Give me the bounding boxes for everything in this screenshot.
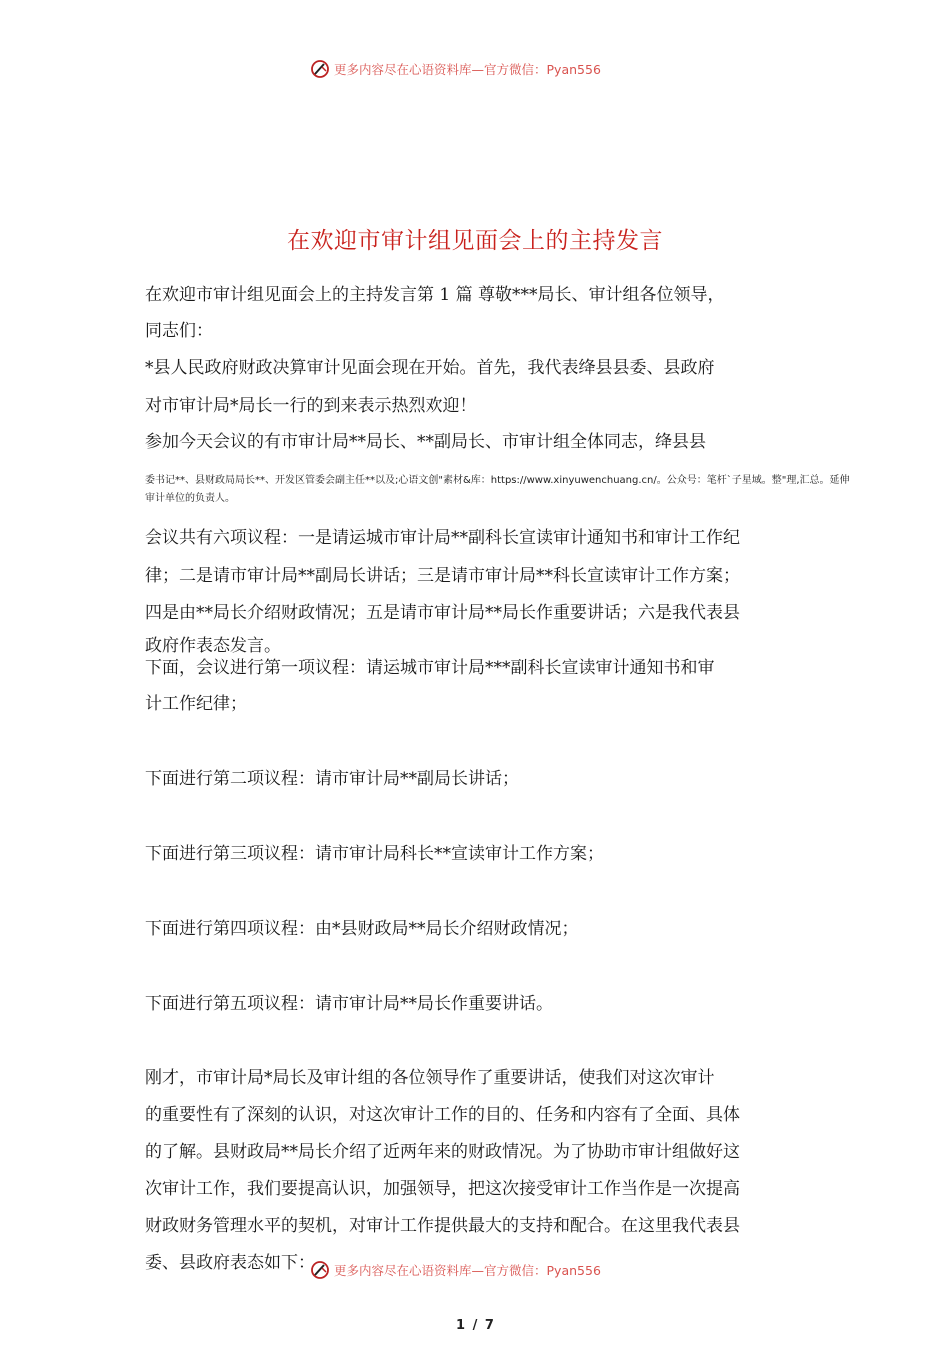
pen-logo-icon — [310, 59, 330, 79]
paragraph-line: 下面进行第四项议程：由*县财政局**局长介绍财政情况； — [145, 919, 579, 939]
paragraph-line: 下面进行第五项议程：请市审计局**局长作重要讲话。 — [145, 994, 553, 1014]
inserted-note-line: 审计单位的负责人。 — [145, 493, 235, 504]
paragraph-line: 对市审计局*局长一行的到来表示热烈欢迎！ — [145, 396, 477, 416]
paragraph-line: 政府作表态发言。 — [145, 636, 281, 656]
paragraph-line: 下面进行第二项议程：请市审计局**副局长讲话； — [145, 769, 519, 789]
page-indicator: 1 / 7 — [456, 1318, 494, 1333]
paragraph-line: *县人民政府财政决算审计见面会现在开始。首先，我代表绛县县委、县政府 — [145, 358, 715, 378]
paragraph-line: 的重要性有了深刻的认识，对这次审计工作的目的、任务和内容有了全面、具体 — [145, 1105, 740, 1125]
paragraph-line: 刚才，市审计局*局长及审计组的各位领导作了重要讲话，使我们对这次审计 — [145, 1068, 715, 1088]
paragraph-line: 计工作纪律； — [145, 694, 247, 714]
paragraph-line: 委、县政府表态如下： — [145, 1253, 315, 1273]
watermark-text: 更多内容尽在心语资料库—官方微信：Pyan556 — [334, 1263, 601, 1278]
footer-watermark — [310, 1258, 601, 1282]
document-title: 在欢迎市审计组见面会上的主持发言 — [287, 228, 663, 254]
paragraph-line: 会议共有六项议程：一是请运城市审计局**副科长宣读审计通知书和审计工作纪 — [145, 528, 740, 548]
pen-logo-icon — [310, 1260, 330, 1280]
paragraph-line: 的了解。县财政局**局长介绍了近两年来的财政情况。为了协助市审计组做好这 — [145, 1142, 740, 1162]
paragraph-line: 次审计工作，我们要提高认识，加强领导，把这次接受审计工作当作是一次提高 — [145, 1179, 740, 1199]
paragraph-line: 在欢迎市审计组见面会上的主持发言第 1 篇 尊敬***局长、审计组各位领导， — [145, 285, 725, 305]
paragraph-line: 律；二是请市审计局**副局长讲话；三是请市审计局**科长宣读审计工作方案； — [145, 566, 740, 586]
watermark-text: 更多内容尽在心语资料库—官方微信：Pyan556 — [334, 62, 601, 77]
paragraph-line: 参加今天会议的有市审计局**局长、**副局长、市审计组全体同志，绛县县 — [145, 432, 706, 452]
paragraph-line: 下面，会议进行第一项议程：请运城市审计局***副科长宣读审计通知书和审 — [145, 658, 715, 678]
paragraph-line: 财政财务管理水平的契机，对审计工作提供最大的支持和配合。在这里我代表县 — [145, 1216, 740, 1236]
header-watermark — [310, 57, 601, 81]
paragraph-line: 下面进行第三项议程：请市审计局科长**宣读审计工作方案； — [145, 844, 604, 864]
paragraph-line: 同志们： — [145, 321, 213, 341]
paragraph-line: 四是由**局长介绍财政情况；五是请市审计局**局长作重要讲话；六是我代表县 — [145, 603, 740, 623]
inserted-note-line: 委书记**、县财政局局长**、开发区管委会副主任**以及;心语文创"素材&库：https://www.xinyuwenchuang.cn/。公众号：笔杆`子星域。整"理,汇总。延伸 — [145, 475, 850, 486]
